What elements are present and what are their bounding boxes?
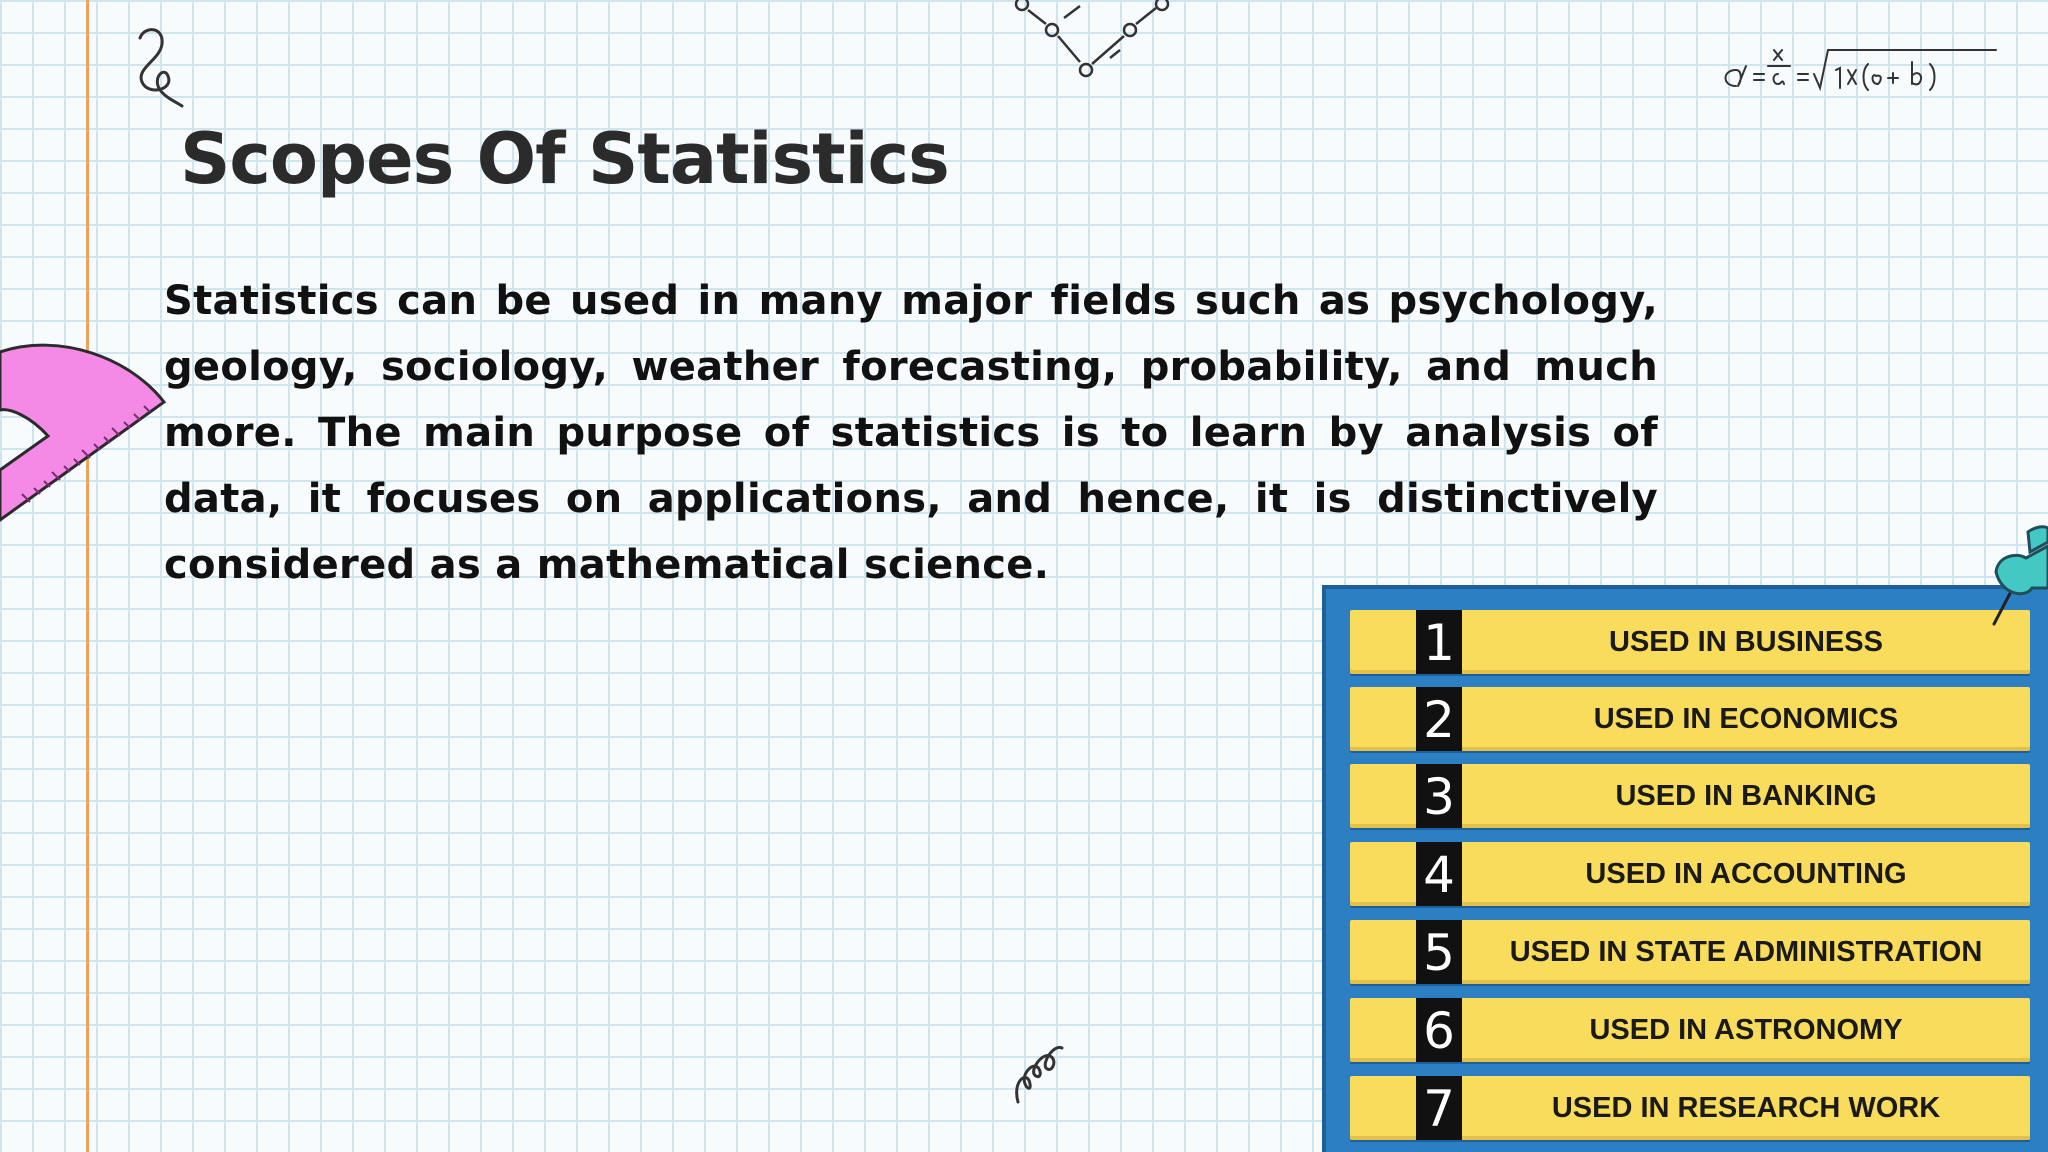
scope-label: USED IN ASTRONOMY bbox=[1589, 1014, 1903, 1046]
protractor-icon bbox=[0, 338, 166, 528]
spring-doodle-icon bbox=[1012, 1040, 1064, 1104]
scope-number: 7 bbox=[1416, 1076, 1462, 1140]
scope-number: 1 bbox=[1416, 610, 1462, 674]
formula-doodle-icon bbox=[1716, 40, 2006, 100]
scope-item bbox=[1350, 998, 2030, 1062]
scope-number: 6 bbox=[1416, 998, 1462, 1062]
scope-item bbox=[1350, 687, 2030, 751]
slide-title: Scopes Of Statistics bbox=[180, 118, 949, 200]
scope-label: USED IN ACCOUNTING bbox=[1585, 858, 1907, 890]
scope-item bbox=[1350, 920, 2030, 984]
scope-label: USED IN BUSINESS bbox=[1609, 626, 1883, 658]
scope-label: USED IN BANKING bbox=[1615, 780, 1877, 812]
scope-item bbox=[1350, 842, 2030, 906]
scope-label: USED IN ECONOMICS bbox=[1593, 703, 1899, 735]
dots-doodle-icon bbox=[1010, 0, 1180, 86]
slide-body-paragraph: Statistics can be used in many major fields such as psychology, geology, sociology, weather forecasting, probability, and much more. The main purpose of statistics is to learn by analysis of data, it focuses on applications, and hence, it is distinctively considered as a mathematical science. bbox=[164, 278, 1658, 588]
scope-number: 4 bbox=[1416, 842, 1462, 906]
scope-number: 2 bbox=[1416, 687, 1462, 751]
scopes-panel bbox=[1322, 585, 2048, 1152]
pushpin-icon bbox=[1986, 512, 2048, 628]
scope-item bbox=[1350, 610, 2030, 674]
scope-label: USED IN STATE ADMINISTRATION bbox=[1509, 936, 1983, 968]
squiggle-icon bbox=[126, 24, 186, 110]
notebook-margin-line bbox=[86, 0, 89, 1152]
scope-label: USED IN RESEARCH WORK bbox=[1551, 1092, 1941, 1124]
scope-number: 5 bbox=[1416, 920, 1462, 984]
scope-item bbox=[1350, 1076, 2030, 1140]
scope-number: 3 bbox=[1416, 764, 1462, 828]
scope-item bbox=[1350, 764, 2030, 828]
